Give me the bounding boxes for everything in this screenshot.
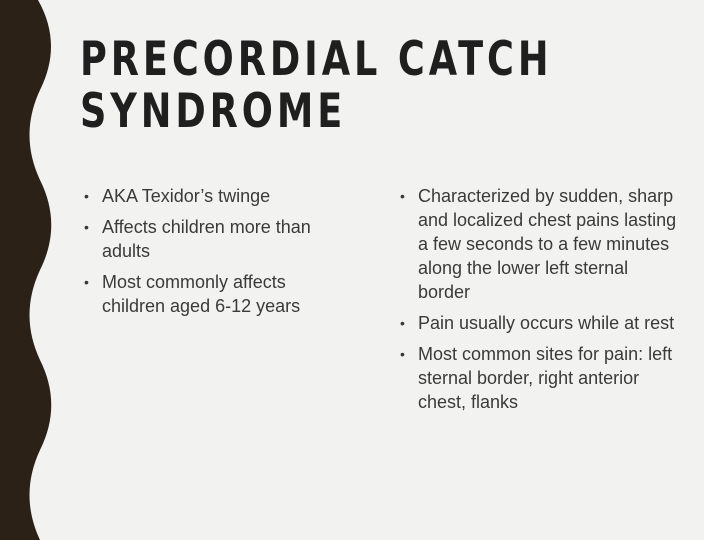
bullet-text: Most commonly affects children aged 6-12 years — [102, 272, 301, 316]
bullet-item — [82, 270, 344, 318]
bullet-item — [398, 342, 678, 414]
left-bullet-list — [82, 184, 344, 318]
bullet-text: Most common sites for pain: left sternal border, right anterior chest, flanks — [418, 344, 673, 412]
slide-title — [80, 32, 553, 139]
bullet-text: Characterized by sudden, sharp and localized chest pains lasting a few seconds to a few minutes along the lower left sternal border — [418, 186, 677, 302]
right-bullet-list — [398, 184, 678, 414]
bullet-icon: • — [400, 188, 405, 204]
bullet-item — [398, 311, 678, 335]
bullet-text: Pain usually occurs while at rest — [418, 313, 675, 333]
left-column — [82, 184, 344, 325]
right-edge-strip — [704, 0, 720, 540]
bullet-icon: • — [400, 315, 405, 331]
bullet-icon: • — [400, 346, 405, 362]
bullet-text: Affects children more than adults — [102, 217, 311, 261]
bullet-icon: • — [84, 219, 89, 235]
bullet-item — [82, 215, 344, 263]
right-column — [398, 184, 678, 421]
wavy-left-border — [0, 0, 60, 540]
bullet-icon: • — [84, 188, 89, 204]
bullet-icon: • — [84, 274, 89, 290]
bullet-text: AKA Texidor’s twinge — [102, 186, 271, 206]
title-line-2: SYNDROME — [80, 84, 347, 139]
title-line-1: PRECORDIAL CATCH — [80, 32, 553, 87]
bullet-item — [82, 184, 344, 208]
bullet-item — [398, 184, 678, 304]
